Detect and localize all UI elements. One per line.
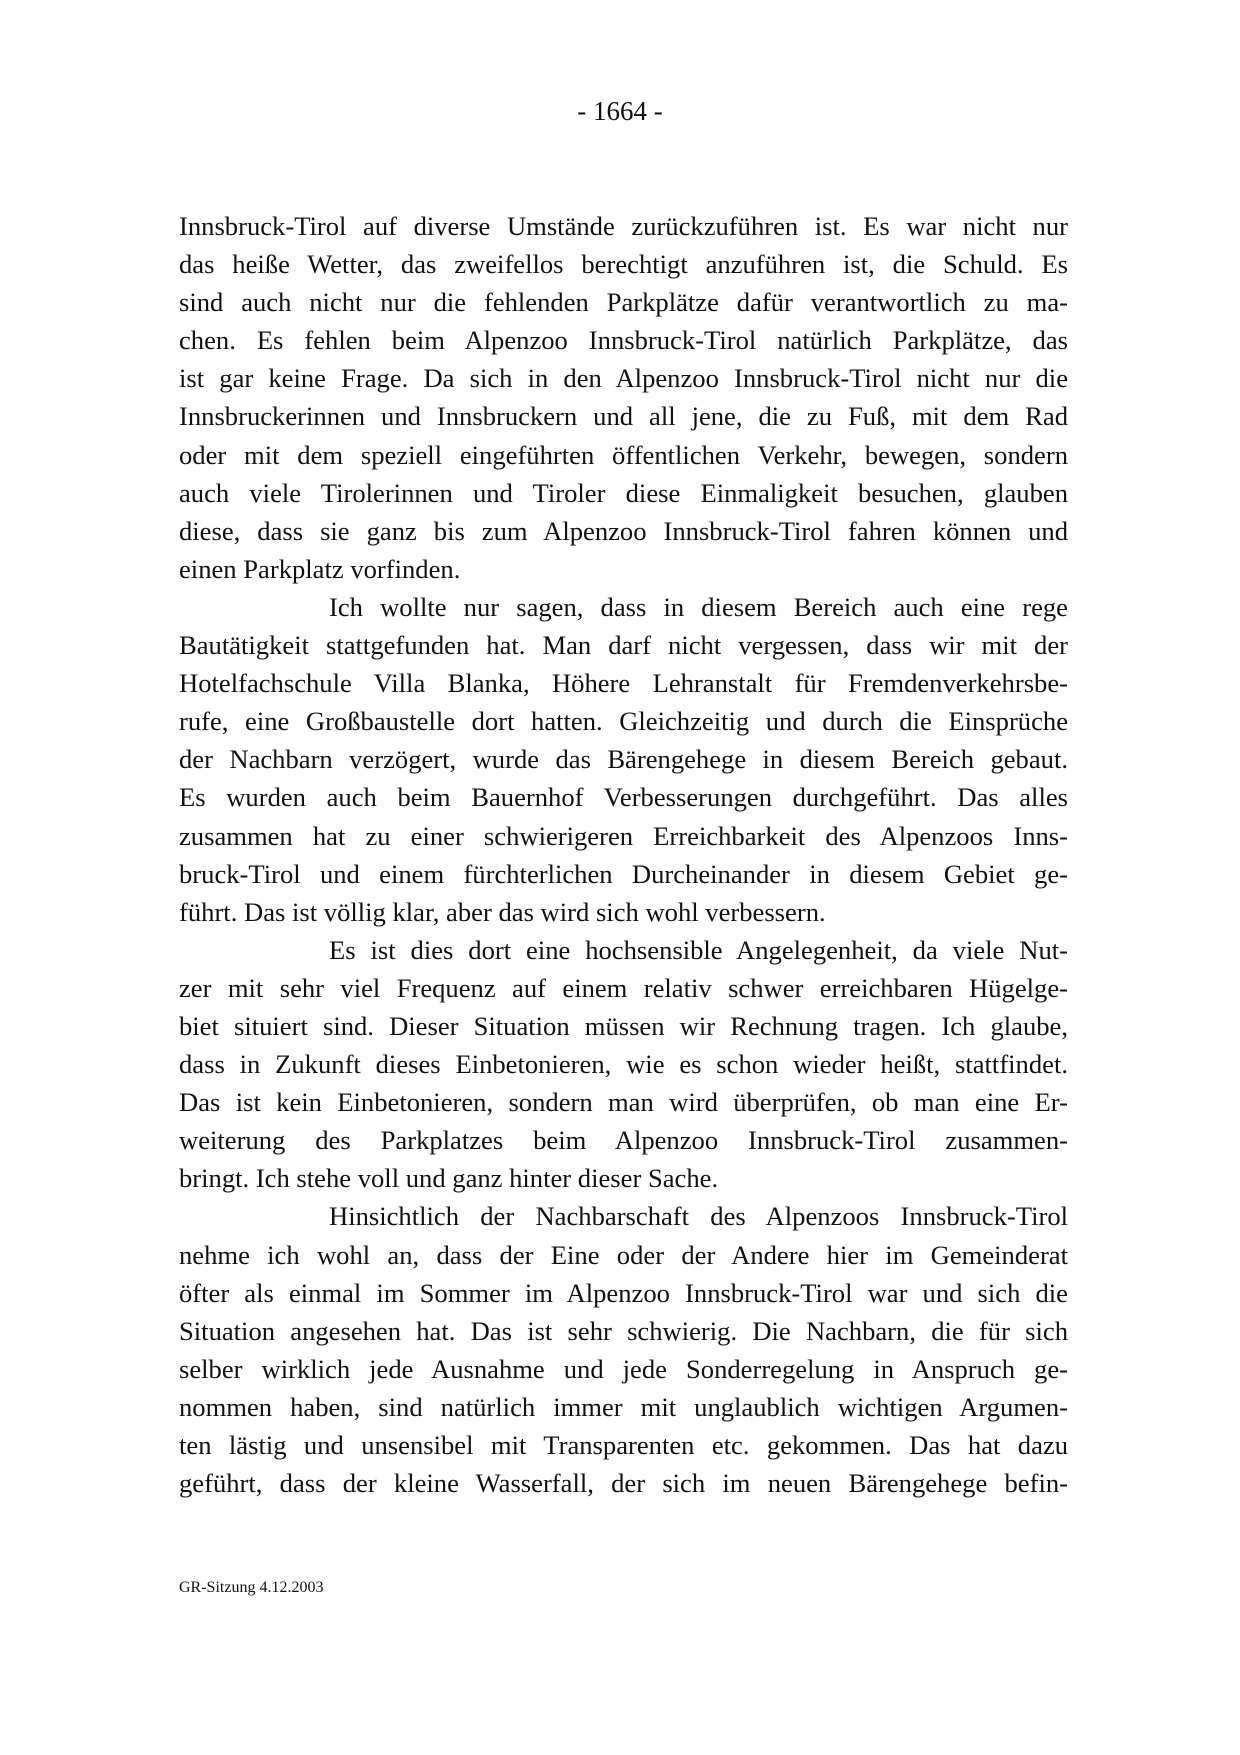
text-line: Ich wollte nur sagen, dass in diesem Bereich auch eine rege xyxy=(329,591,1068,622)
text-line: führt. Das ist völlig klar, aber das wird sich wohl verbessern. xyxy=(179,896,826,927)
text-line: nehme ich wohl an, dass der Eine oder der Andere hier im Gemeinderat xyxy=(179,1239,1068,1270)
text-line: sind auch nicht nur die fehlenden Parkplätze dafür verantwortlich zu ma- xyxy=(179,287,1068,318)
text-line: Situation angesehen hat. Das ist sehr schwierig. Die Nachbarn, die für sich xyxy=(179,1315,1068,1346)
text-line: Das ist kein Einbetonieren, sondern man wird überprüfen, ob man eine Er- xyxy=(179,1087,1068,1118)
text-line: zusammen hat zu einer schwierigeren Erreichbarkeit des Alpenzoos Inns- xyxy=(179,820,1068,851)
page-number: - 1664 - xyxy=(577,96,663,126)
text-line: bringt. Ich stehe voll und ganz hinter dieser Sache. xyxy=(179,1163,719,1194)
text-line: Hinsichtlich der Nachbarschaft des Alpenzoos Innsbruck-Tirol xyxy=(329,1201,1068,1232)
text-line: rufe, eine Großbaustelle dort hatten. Gleichzeitig und durch die Einsprüche xyxy=(179,706,1068,737)
text-line: nommen haben, sind natürlich immer mit unglaublich wichtigen Argumen- xyxy=(179,1391,1068,1422)
text-line: der Nachbarn verzögert, wurde das Bärengehege in diesem Bereich gebaut. xyxy=(179,744,1068,775)
text-line: selber wirklich jede Ausnahme und jede Sonderregelung in Anspruch ge- xyxy=(179,1353,1068,1384)
text-line: Hotelfachschule Villa Blanka, Höhere Lehranstalt für Fremdenverkehrsbe- xyxy=(179,668,1068,699)
footer-session-date: GR-Sitzung 4.12.2003 xyxy=(179,1579,324,1596)
body-text xyxy=(179,207,1068,1502)
text-line: weiterung des Parkplatzes beim Alpenzoo Innsbruck-Tirol zusammen- xyxy=(179,1125,1068,1156)
text-line: biet situiert sind. Dieser Situation müssen wir Rechnung tragen. Ich glaube, xyxy=(179,1010,1068,1041)
text-line: Es wurden auch beim Bauernhof Verbesserungen durchgeführt. Das alles xyxy=(179,782,1068,813)
text-line: auch viele Tirolerinnen und Tiroler diese Einmaligkeit besuchen, glauben xyxy=(179,477,1068,508)
text-line: geführt, dass der kleine Wasserfall, der sich im neuen Bärengehege befin- xyxy=(179,1468,1068,1499)
text-line: dass in Zukunft dieses Einbetonieren, wie es schon wieder heißt, stattfindet. xyxy=(179,1049,1068,1080)
text-line: ten lästig und unsensibel mit Transparenten etc. gekommen. Das hat dazu xyxy=(179,1430,1068,1460)
text-line: bruck-Tirol und einem fürchterlichen Durcheinander in diesem Gebiet ge- xyxy=(179,858,1068,889)
text-line: chen. Es fehlen beim Alpenzoo Innsbruck-Tirol natürlich Parkplätze, das xyxy=(179,325,1068,356)
text-line: einen Parkplatz vorfinden. xyxy=(179,553,461,584)
text-line: Innsbruckerinnen und Innsbruckern und all jene, die zu Fuß, mit dem Rad xyxy=(179,401,1068,432)
text-line: das heiße Wetter, das zweifellos berechtigt anzuführen ist, die Schuld. Es xyxy=(179,249,1068,280)
text-line: Es ist dies dort eine hochsensible Angelegenheit, da viele Nut- xyxy=(329,934,1068,965)
text-line: Bautätigkeit stattgefunden hat. Man darf nicht vergessen, dass wir mit der xyxy=(179,630,1068,661)
text-line: öfter als einmal im Sommer im Alpenzoo Innsbruck-Tirol war und sich die xyxy=(179,1277,1068,1308)
text-line: Innsbruck-Tirol auf diverse Umstände zurückzuführen ist. Es war nicht nur xyxy=(179,211,1068,241)
text-line: ist gar keine Frage. Da sich in den Alpenzoo Innsbruck-Tirol nicht nur die xyxy=(179,363,1068,394)
text-line: oder mit dem speziell eingeführten öffentlichen Verkehr, bewegen, sondern xyxy=(179,439,1068,470)
text-line: diese, dass sie ganz bis zum Alpenzoo Innsbruck-Tirol fahren können und xyxy=(179,515,1068,546)
text-line: zer mit sehr viel Frequenz auf einem relativ schwer erreichbaren Hügelge- xyxy=(179,972,1068,1003)
